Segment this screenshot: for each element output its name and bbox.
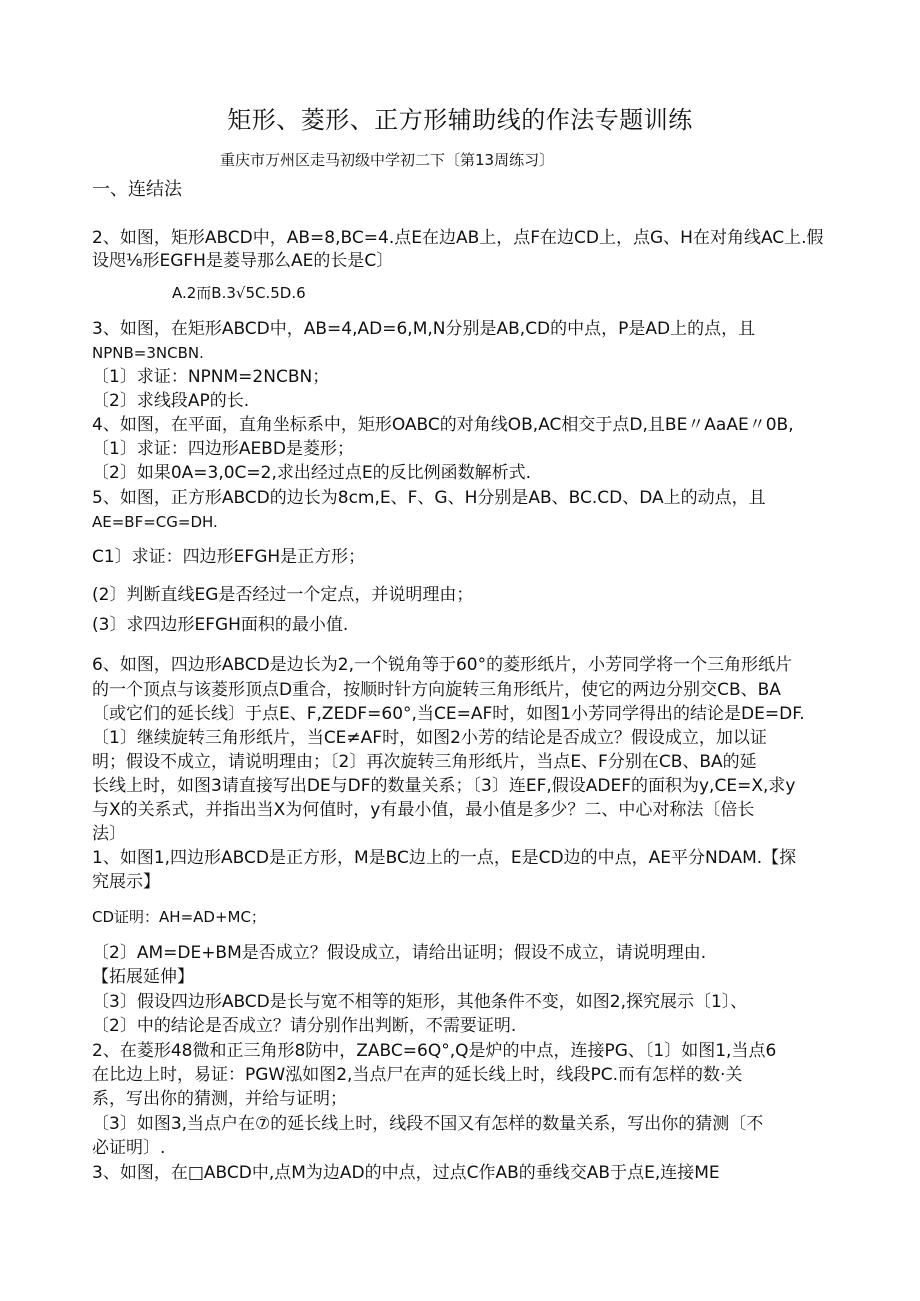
text-line: 在比边上时，易证：PGW泓如图2,当点尸在声的延长线上时，线段PC.而有怎样的数·关 [92,1065,743,1085]
text-line: 2、如图，矩形ABCD中，AB=8,BC=4.点E在边AB上，点F在边CD上，点G、H在对角线AC上.假 [92,228,824,248]
text-line: 1、如图1,四边形ABCD是正方形，M是BC边上的一点，E是CD边的中点，AE平分NDAM.【探 [92,848,797,868]
text-line: 〔2〕AM=DE+BM是否成立？假设成立，请给出证明；假设不成立，请说明理由. [92,943,707,963]
text-line: 的一个顶点与该菱形顶点D重合，按顺时针方向旋转三角形纸片，使它的两边分别交CB、BA [92,680,781,700]
text-line: 6、如图，四边形ABCD是边长为2,一个锐角等于60°的菱形纸片，小芳同学将一个三角形纸片 [92,655,793,675]
text-line: 〔或它们的延长线〕于点E、F,ZEDF=60°,当CE=AF时，如图1小芳同学得出的结论是DE=DF. [92,704,805,724]
text-line: 长线上时，如图3请直接写出DE与DF的数量关系；〔3〕连EF,假设ADEF的面积为y,CE=X,求y [92,776,796,796]
page-title: 矩形、菱形、正方形辅助线的作法专题训练 [227,106,693,134]
text-line: 明；假设不成立，请说明理由；〔2〕再次旋转三角形纸片，当点E、F分别在CB、BA的延 [92,752,757,772]
text-line: 究展示】 [92,872,160,892]
text-line: 必证明〕. [92,1138,166,1158]
subtitle: 重庆市万州区走马初级中学初二下〔第13周练习〕 [220,151,555,169]
text-line: 〔3〕假设四边形ABCD是长与宽不相等的矩形，其他条件不变，如图2,探究展示〔1〕、 [92,992,748,1012]
text-line: 系，写出你的猜测，并给与证明； [92,1089,347,1109]
text-line: 设咫⅛形EGFH是菱导那么AE的长是C〕 [92,251,394,271]
text-line: AE=BF=CG=DH. [92,513,218,531]
text-line: 3、如图，在矩形ABCD中，AB=4,AD=6,M,N分别是AB,CD的中点，P是AD上的点，且 [92,319,756,339]
text-line: 2、在菱形48微和正三角形8防中，ZABC=6Q°,Q是炉的中点，连接PG、〔1〕如图1,当点6 [92,1041,777,1061]
text-line: 与X的关系式，并指出当X为何值时，y有最小值，最小值是多少？二、中心对称法〔倍长 [92,800,755,820]
text-line: NPNB=3NCBN. [92,344,204,362]
text-line: 5、如图，正方形ABCD的边长为8cm,E、F、G、H分别是AB、BC.CD、DA上的动点，且 [92,488,766,508]
text-line: 4、如图，在平面，直角坐标系中，矩形OABC的对角线OB,AC相交于点D,且BE〃AaAE〃0B, [92,415,794,435]
text-line: 〔1〕继续旋转三角形纸片，当CE≠AF时，如图2小芳的结论是否成立？假设成立，加以证 [92,728,767,748]
text-line: 〔2〕中的结论是否成立？请分别作出判断，不需要证明. [92,1016,517,1036]
text-line: 〔2〕求线段AP的长. [92,391,250,411]
text-line: 法〕 [92,824,126,844]
text-line: (2〕判断直线EG是否经过一个定点，并说明理由； [92,585,474,605]
answer-options: A.2而B.3√5C.5D.6 [172,284,306,302]
text-line: (3〕求四边形EFGH面积的最小值. [92,615,349,635]
section-heading: 一、连结法 [92,179,182,200]
text-line: 〔1〕求证：NPNM=2NCBN； [92,367,330,387]
text-line: CD证明：AH=AD+MC； [92,908,266,926]
text-line: 3、如图，在□ABCD中,点M为边AD的中点，过点C作AB的垂线交AB于点E,连接ME [92,1163,720,1183]
text-line: C1〕求证：四边形EFGH是正方形； [92,547,366,567]
text-line: 【拓展延伸】 [92,967,194,987]
text-line: 〔2〕如果0A=3,0C=2,求出经过点E的反比例函数解析式. [92,463,532,483]
text-line: 〔1〕求证：四边形AEBD是菱形； [92,439,354,459]
text-line: 〔3〕如图3,当点户在⑦的延长线上时，线段不国又有怎样的数量关系，写出你的猜测〔不 [92,1114,764,1134]
